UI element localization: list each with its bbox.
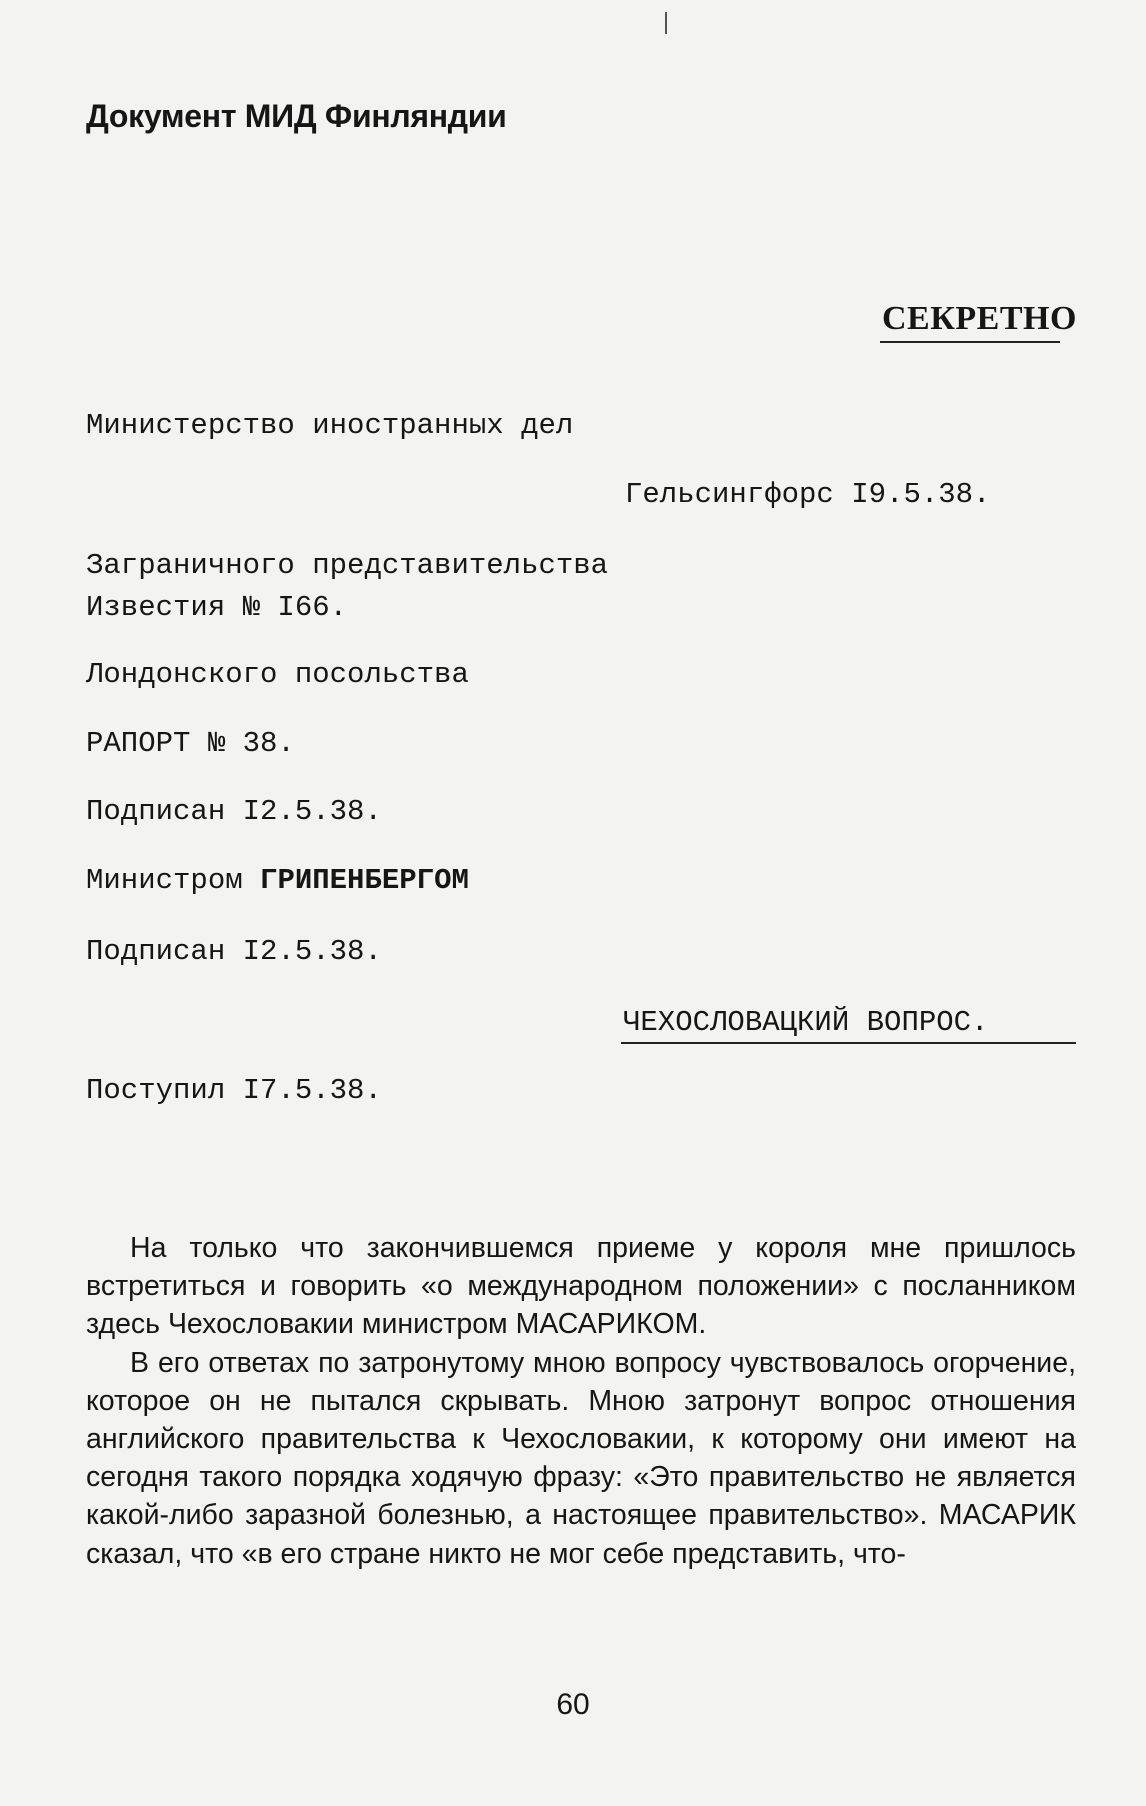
signed-line-2: Подписан I2.5.38. [86, 935, 382, 968]
classification-stamp: СЕКРЕТНО [882, 300, 1077, 337]
report-line: РАПОРТ № 38. [86, 727, 295, 760]
section-line: Заграничного представительства [86, 549, 609, 582]
minister-name: ГРИПЕНБЕРГОМ [260, 864, 469, 897]
scan-mark [665, 12, 667, 34]
page-number: 60 [556, 1688, 590, 1721]
body-text [86, 1229, 1076, 1573]
received-line: Поступил I7.5.38. [86, 1074, 382, 1107]
subject-line: ЧЕХОСЛОВАЦКИЙ ВОПРОС. [623, 1006, 989, 1039]
minister-line [86, 863, 469, 899]
bulletin-line: Известия № I66. [86, 591, 348, 624]
body-paragraph-2: В его ответах по затронутому мною вопросу чувствовалось огорчение, которое он не пытался скрывать. Мною затронут вопрос отношения английского правительства к Чехословакии, к которому они имеют на сегодня такого порядка ходячую фразу: «Это правительство не является какой-либо заразной болезнью, а настоящее правительство». МАСАРИК сказал, что «в его стране никто не мог себе представить, что- [86, 1346, 1076, 1570]
signed-line-1: Подписан I2.5.38. [86, 795, 382, 828]
place-date-line: Гельсингфорс I9.5.38. [625, 478, 991, 511]
minister-prefix: Министром [86, 864, 243, 897]
classification-underline [880, 341, 1060, 343]
body-paragraph-1: На только что закончившемся приеме у короля мне пришлось встретиться и говорить «о международном положении» с посланником здесь Чехословакии министром МАСАРИКОМ. [86, 1232, 1076, 1341]
subject-underline [621, 1042, 1076, 1044]
ministry-line: Министерство иностранных дел [86, 409, 574, 442]
embassy-line: Лондонского посольства [86, 658, 469, 691]
document-heading: Документ МИД Финляндии [86, 98, 507, 134]
